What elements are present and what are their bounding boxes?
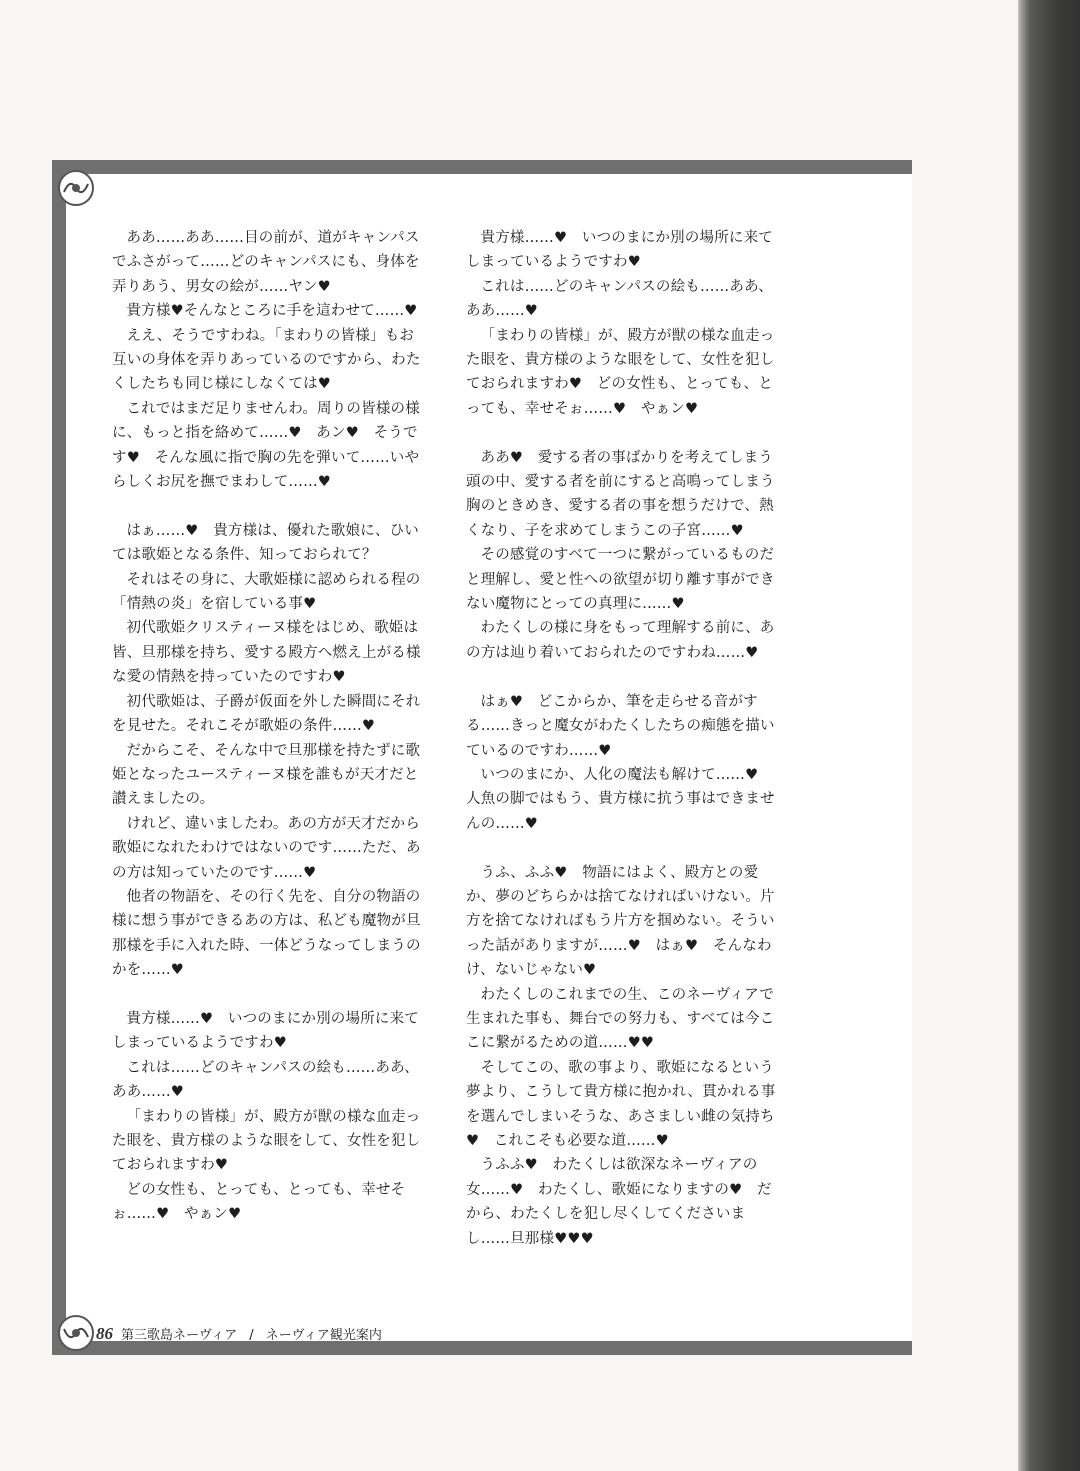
footer-section: 第三歌島ネーヴィア [121, 1328, 238, 1343]
paragraph: ああ♥ 愛する者の事ばかりを考えてしまう頭の中、愛する者を前にすると高鳴ってしまう胸のときめき、愛する者の事を想うだけで、熱くなり、子を求めてしまうこの子宮……♥ [466, 449, 775, 539]
torn-edge [905, 160, 925, 1355]
paragraph-gap [466, 421, 782, 445]
paragraph: けれど、違いましたわ。あの方が天才だから歌姫になれたわけではないのです……ただ、あの方は知っていたのです……♥ [112, 815, 421, 881]
footer-chapter: ネーヴィア観光案内 [265, 1328, 382, 1343]
paragraph: 貴方様……♥ いつのまにか別の場所に来てしまっているようですわ♥ [112, 1010, 419, 1052]
paragraph: うふ、ふふ♥ 物語にはよく、殿方との愛か、夢のどちらかは捨てなければいけない。片方を捨てなければもう片方を掴めない。そういった話がありますが……♥ はぁ♥ そんなわけ、ないじゃない♥ [466, 864, 775, 979]
paragraph: 初代歌姫は、子爵が仮面を外した瞬間にそれを見せた。それこそが歌姫の条件……♥ [112, 693, 421, 735]
paragraph: これは……どのキャンパスの絵も……ああ、ああ……♥ [112, 1059, 419, 1101]
paragraph: 初代歌姫クリスティーヌ様をはじめ、歌姫は皆、旦那様を持ち、愛する殿方へ燃え上がる様な愛の情熱を持っていたのですわ♥ [112, 620, 421, 686]
page-number: 86 [96, 1324, 113, 1343]
paragraph-gap [112, 494, 426, 518]
paragraph: これは……どのキャンパスの絵も……ああ、ああ……♥ [466, 278, 773, 320]
paragraph: 「まわりの皆様」が、殿方が獣の様な血走った眼を、貴方様のような眼をして、女性を犯しておられますわ♥ どの女性も、とっても、とっても、幸せそぉ……♥ やぁン♥ [466, 327, 775, 417]
paragraph: わたくしの様に身をもって理解する前に、あの方は辿り着いておられたのですわね……♥ [466, 620, 775, 661]
paragraph: 貴方様……♥ いつのまにか別の場所に来てしまっているようですわ♥ [466, 230, 773, 271]
paragraph-gap [466, 665, 782, 689]
paragraph: だからこそ、そんな中で旦那様を持たずに歌姫となったユースティーヌ様を誰もが天才だと讃えましたの。 [112, 742, 421, 808]
paragraph: ああ……ああ……目の前が、道がキャンパスでふさがって……どのキャンパスにも、身体を弄りあう、男女の絵が……ヤン♥ [112, 230, 420, 295]
paragraph: これではまだ足りませんわ。周りの皆様の様に、もっと指を絡めて……♥ あン♥ そうです♥ そんな風に指で胸の先を弾いて……いやらしくお尻を撫でまわして……♥ [112, 400, 420, 491]
paragraph: いつのまにか、人化の魔法も解けて……♥ 人魚の脚ではもう、貴方様に抗う事はできませんの……♥ [466, 766, 775, 832]
ornament-corner-bottom-icon [56, 1313, 96, 1353]
paragraph: 「まわりの皆様」が、殿方が獣の様な血走った眼を、貴方様のような眼をして、女性を犯しておられますわ♥ [112, 1108, 421, 1174]
paragraph: わたくしのこれまでの生、このネーヴィアで生まれた事も、舞台での努力も、すべては今ここに繋がるための道……♥♥ [466, 986, 775, 1052]
page-footer [96, 1324, 382, 1344]
paragraph: どの女性も、とっても、とっても、幸せそぉ……♥ やぁン♥ [112, 1181, 406, 1223]
paragraph-gap [112, 983, 426, 1007]
ornament-corner-top-icon [56, 168, 96, 208]
paragraph: 貴方様♥そんなところに手を這わせて……♥ [126, 303, 418, 320]
paragraph: はぁ……♥ 貴方様は、優れた歌娘に、ひいては歌姫となる条件、知っておられて？ [112, 522, 419, 564]
scan-shadow [1018, 0, 1080, 1471]
paragraph: そしてこの、歌の事より、歌姫になるという夢より、こうして貴方様に抱かれ、貫かれる事を選んでしまいそうな、あさましい雌の気持ち♥ これこそも必要な道……♥ [466, 1059, 776, 1149]
paragraph: それはその身に、大歌姫様に認められる程の「情熱の炎」を宿している事♥ [112, 571, 421, 613]
right-text-column [466, 226, 782, 1251]
left-text-column [112, 226, 426, 1227]
paragraph-gap [466, 836, 782, 860]
paragraph: はぁ♥ どこからか、筆を走らせる音がする……きっと魔女がわたくしたちの痴態を描いているのですわ……♥ [466, 693, 775, 759]
paragraph: 他者の物語を、その行く先を、自分の物語の様に想う事ができるあの方は、私ども魔物が旦那様を手に入れた時、一体どうなってしまうのかを……♥ [112, 888, 421, 979]
paragraph: ええ、そうですわね。「まわりの皆様」もお互いの身体を弄りあっているのですから、わたくしたちも同じ様にしなくては♥ [112, 327, 421, 393]
paragraph: うふふ♥ わたくしは欲深なネーヴィアの女……♥ わたくし、歌姫になりますの♥ だから、わたくしを犯し尽くしてくださいまし……旦那様♥♥♥ [466, 1157, 772, 1247]
paragraph: その感覚のすべて一つに繋がっているものだと理解し、愛と性への欲望が切り離す事ができない魔物にとっての真理に……♥ [466, 547, 775, 613]
footer-separator: / [249, 1328, 254, 1343]
